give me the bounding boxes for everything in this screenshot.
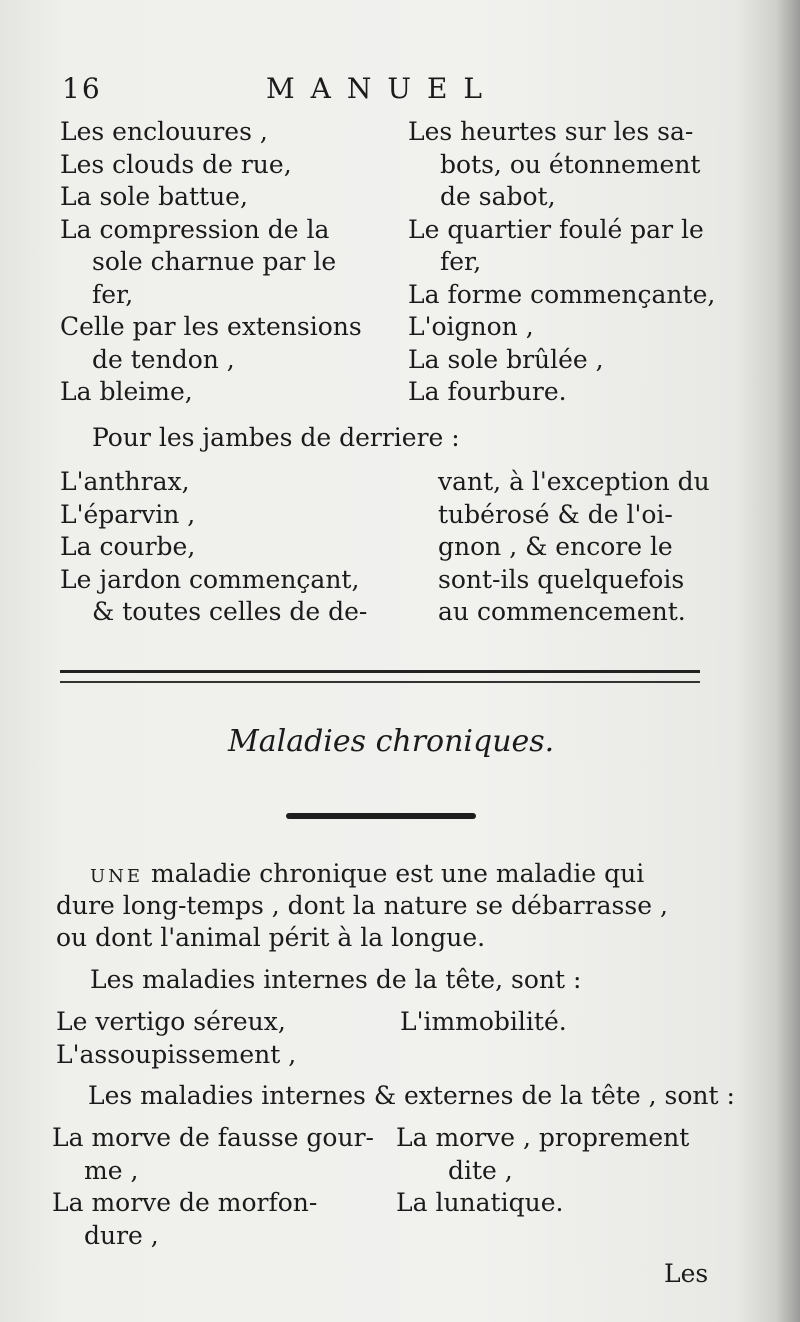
list-item: tubérosé & de l'oi-: [438, 499, 673, 529]
list-item: gnon , & encore le: [438, 532, 673, 561]
list-item: fer,: [92, 279, 134, 309]
list-item: La forme commençante,: [408, 279, 716, 309]
paragraph-line-3: ou dont l'animal périt à la longue.: [56, 923, 486, 952]
list-item: bots, ou étonnement: [440, 149, 701, 179]
right-column: [408, 116, 738, 409]
right-column: [396, 1122, 726, 1220]
title-ornament-rule: [286, 813, 476, 819]
subheading-internes: Les maladies internes de la tête, sont :: [90, 965, 582, 994]
list-item: vant, à l'exception du: [438, 467, 710, 496]
right-column: [400, 1006, 700, 1039]
list-item: La compression de la: [60, 214, 330, 244]
list-item: L'éparvin ,: [60, 499, 196, 529]
left-column: [60, 116, 380, 409]
subheading-jambes: Pour les jambes de derriere :: [92, 423, 460, 452]
running-title: MANUEL: [266, 72, 499, 105]
list-item: dite ,: [448, 1155, 513, 1185]
paragraph-line-1: [90, 858, 644, 893]
left-column: [60, 466, 390, 629]
list-item: La sole battue,: [60, 182, 248, 211]
left-column: [56, 1006, 386, 1071]
list-item: Les enclouures ,: [60, 117, 268, 146]
paragraph-text: maladie chronique est une maladie qui: [151, 859, 645, 888]
list-item: dure ,: [84, 1220, 159, 1250]
list-item: L'immobilité.: [400, 1007, 567, 1036]
list-item: La morve de morfon-: [52, 1188, 318, 1217]
subheading-internes-externes: Les maladies internes & externes de la tête , sont :: [88, 1081, 735, 1110]
divider-thick: [60, 670, 700, 673]
list-item: La morve de fausse gour-: [52, 1123, 374, 1152]
list-item: La courbe,: [60, 532, 196, 561]
ailments-list-4: [52, 1122, 742, 1262]
list-item: Celle par les extensions: [60, 312, 362, 341]
right-column: [438, 466, 738, 629]
list-item: Les clouds de rue,: [60, 149, 292, 179]
list-item: sont-ils quelquefois: [438, 564, 685, 594]
list-item: La fourbure.: [408, 377, 567, 406]
list-item: La bleime,: [60, 377, 193, 406]
dropcap-word: UNE: [90, 866, 144, 887]
list-item: Les heurtes sur les sa-: [408, 117, 694, 146]
ailments-list-1: [60, 116, 740, 416]
left-column: [52, 1122, 382, 1252]
list-item: Le vertigo séreux,: [56, 1007, 286, 1036]
ailments-list-3: [56, 1006, 736, 1076]
list-item: L'assoupissement ,: [56, 1039, 297, 1069]
list-item: de tendon ,: [92, 344, 235, 374]
list-item: Le jardon commençant,: [60, 564, 360, 594]
list-item: L'oignon ,: [408, 312, 534, 341]
list-item: & toutes celles de de-: [92, 597, 368, 626]
list-item: sole charnue par le: [92, 247, 337, 276]
list-item: La sole brûlée ,: [408, 344, 604, 374]
list-item: au commencement.: [438, 597, 686, 626]
paragraph-line-2: dure long-temps , dont la nature se débarrasse ,: [56, 891, 668, 920]
list-item: fer,: [440, 247, 482, 276]
list-item: La morve , proprement: [396, 1123, 690, 1152]
list-item: La lunatique.: [396, 1188, 564, 1217]
catchword: Les: [664, 1259, 709, 1288]
list-item: L'anthrax,: [60, 467, 190, 496]
section-title: Maladies chroniques.: [228, 724, 555, 759]
ailments-list-2: [60, 466, 740, 636]
list-item: de sabot,: [440, 182, 556, 211]
page-number: 16: [62, 72, 102, 105]
list-item: Le quartier foulé par le: [408, 214, 704, 244]
divider-thin: [60, 681, 700, 683]
list-item: me ,: [84, 1155, 139, 1185]
